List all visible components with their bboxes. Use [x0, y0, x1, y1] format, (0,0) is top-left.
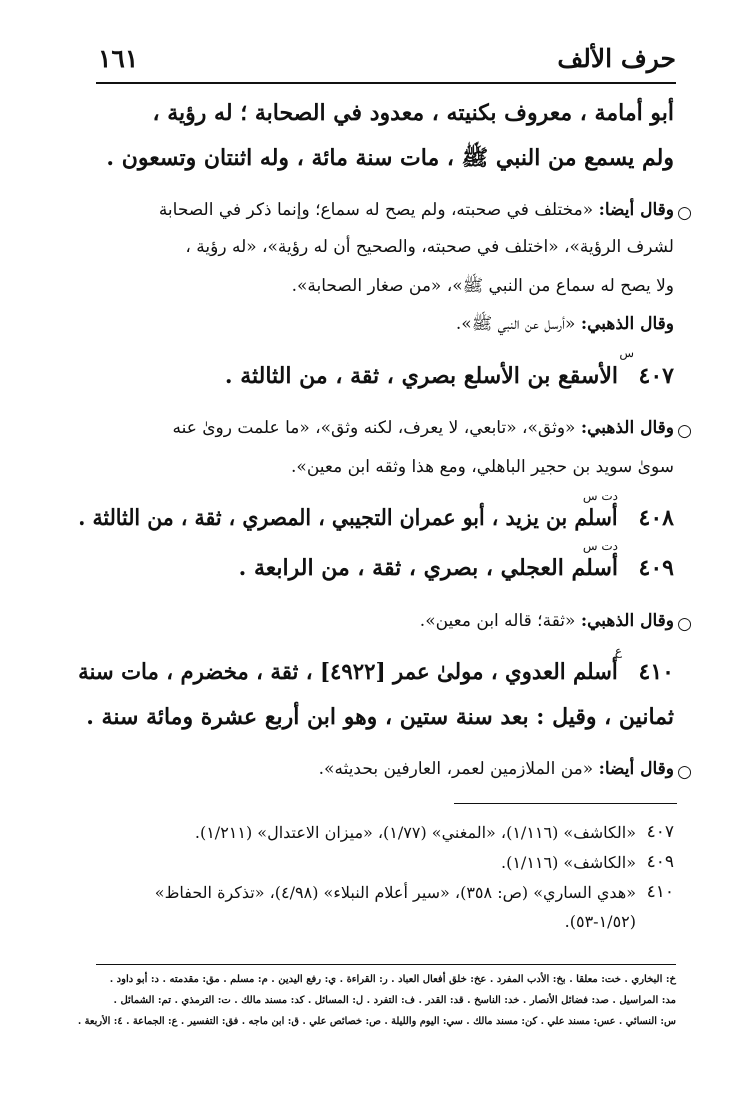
- entry-text: أسلم العجلي ، بصري ، ثقة ، من الرابعة .: [238, 555, 618, 581]
- entry-sigla: دت س: [582, 489, 618, 503]
- footnote-number: ٤٠٩: [646, 852, 674, 872]
- entry-sigla: س: [619, 346, 634, 360]
- entry-text-line-2: ثمانين ، وقيل : بعد سنة ستين ، وهو ابن أربع عشرة ومائة سنة .: [86, 704, 674, 730]
- footnote-text: «الكاشف» (١/١١٦)، «المغني» (١/٧٧)، «ميزان الاعتدال» (١/٢١١).: [194, 823, 636, 842]
- note-line: [420, 611, 674, 631]
- entry-number: ٤٠٨: [638, 505, 674, 531]
- note-bullet: ○: [677, 421, 692, 441]
- entry-continuation-line-1: أبو أمامة ، معروف بكنيته ، معدود في الصحابة ؛ له رؤية ،: [152, 100, 674, 126]
- entry-sigla: ع: [614, 644, 622, 658]
- note-line: لشرف الرؤية»، «اختلف في صحبته، والصحيح أن له رؤية»، «له رؤية ،: [185, 237, 674, 257]
- note-text: «ثقة؛ قاله ابن معين».: [419, 611, 576, 631]
- note-label: وقال الذهبي:: [580, 314, 674, 334]
- page-number: ١٦١: [98, 44, 139, 73]
- note-text: «أرسل عن النبي ﷺ».: [455, 314, 576, 334]
- footnote-number: ٤٠٧: [646, 822, 674, 842]
- footnote-text: «الكاشف» (١/١١٦).: [501, 853, 636, 872]
- abbreviations-line: خ: البخاري . خت: معلقا . بخ: الأدب المفرد . عخ: خلق أفعال العباد . ر: القراءة . ي: رفع اليدين . م: مسلم . مق: مقدمته . د: أبو داود .: [109, 974, 676, 985]
- note-label: وقال أيضا:: [598, 200, 674, 220]
- note-label: وقال الذهبي:: [580, 611, 674, 631]
- entry-sigla: دت س: [582, 539, 618, 553]
- note-text: «مختلف في صحبته، ولم يصح له سماع؛ وإنما ذكر في الصحابة: [158, 200, 594, 220]
- note-bullet: ○: [677, 762, 692, 782]
- page-header: [98, 40, 676, 82]
- entry-number: ٤١٠: [638, 659, 674, 685]
- entry-continuation-line-2: ولم يسمع من النبي ﷺ ، مات سنة مائة ، وله اثنتان وتسعون .: [106, 145, 674, 171]
- abbreviations-line: مد: المراسيل . صد: فضائل الأنصار . خد: الناسخ . قد: القدر . ف: التفرد . ل: المسائل . كد: مسند مالك . ت: الترمذي . تم: الشمائل .: [113, 995, 676, 1006]
- note-text: «من الملازمين لعمر، العارفين بحديثه».: [318, 759, 594, 779]
- abbreviations-line: س: النسائي . عس: مسند علي . كن: مسند مالك . سي: اليوم والليلة . ص: خصائص علي . ق: ابن ماجه . فق: التفسير . ع: الجماعة . ٤: الأربعة .: [77, 1016, 676, 1027]
- note-bullet: ○: [677, 203, 692, 223]
- entry-number: ٤٠٩: [638, 555, 674, 581]
- note-line: [456, 313, 674, 338]
- note-label: وقال أيضا:: [598, 759, 674, 779]
- note-line: [319, 759, 674, 779]
- note-line: [172, 418, 674, 438]
- note-bullet: ○: [677, 614, 692, 634]
- chapter-title: حرف الألف: [557, 44, 676, 73]
- note-text: «وثق»، «تابعي، لا يعرف، لكنه وثق»، «ما علمت روىٰ عنه: [172, 418, 576, 438]
- abbreviations-divider: [96, 964, 676, 965]
- entry-text: الأسقع بن الأسلع بصري ، ثقة ، من الثالثة .: [224, 363, 618, 389]
- note-line: سوىٰ سويد بن حجير الباهلي، ومع هذا وثقه ابن معين».: [291, 457, 674, 477]
- note-line: [159, 200, 674, 220]
- note-line: ولا يصح له سماع من النبي ﷺ»، «من صغار الصحابة».: [291, 276, 674, 296]
- entry-text: أسلم بن يزيد ، أبو عمران التجيبي ، المصري ، ثقة ، من الثالثة .: [78, 505, 618, 531]
- footnote-text: (١/٥٢-٥٣).: [564, 912, 636, 931]
- footnote-number: ٤١٠: [646, 882, 674, 902]
- footnote-divider: [454, 803, 677, 804]
- header-divider: [96, 82, 676, 84]
- footnote-text: «هدي الساري» (ص: ٣٥٨)، «سير أعلام النبلاء» (٤/٩٨)، «تذكرة الحفاظ»: [154, 883, 636, 902]
- note-label: وقال الذهبي:: [580, 418, 674, 438]
- entry-number: ٤٠٧: [638, 363, 674, 389]
- entry-text: أسلم العدوي ، مولىٰ عمر [٤٩٢٢] ، ثقة ، مخضرم ، مات سنة: [78, 659, 618, 685]
